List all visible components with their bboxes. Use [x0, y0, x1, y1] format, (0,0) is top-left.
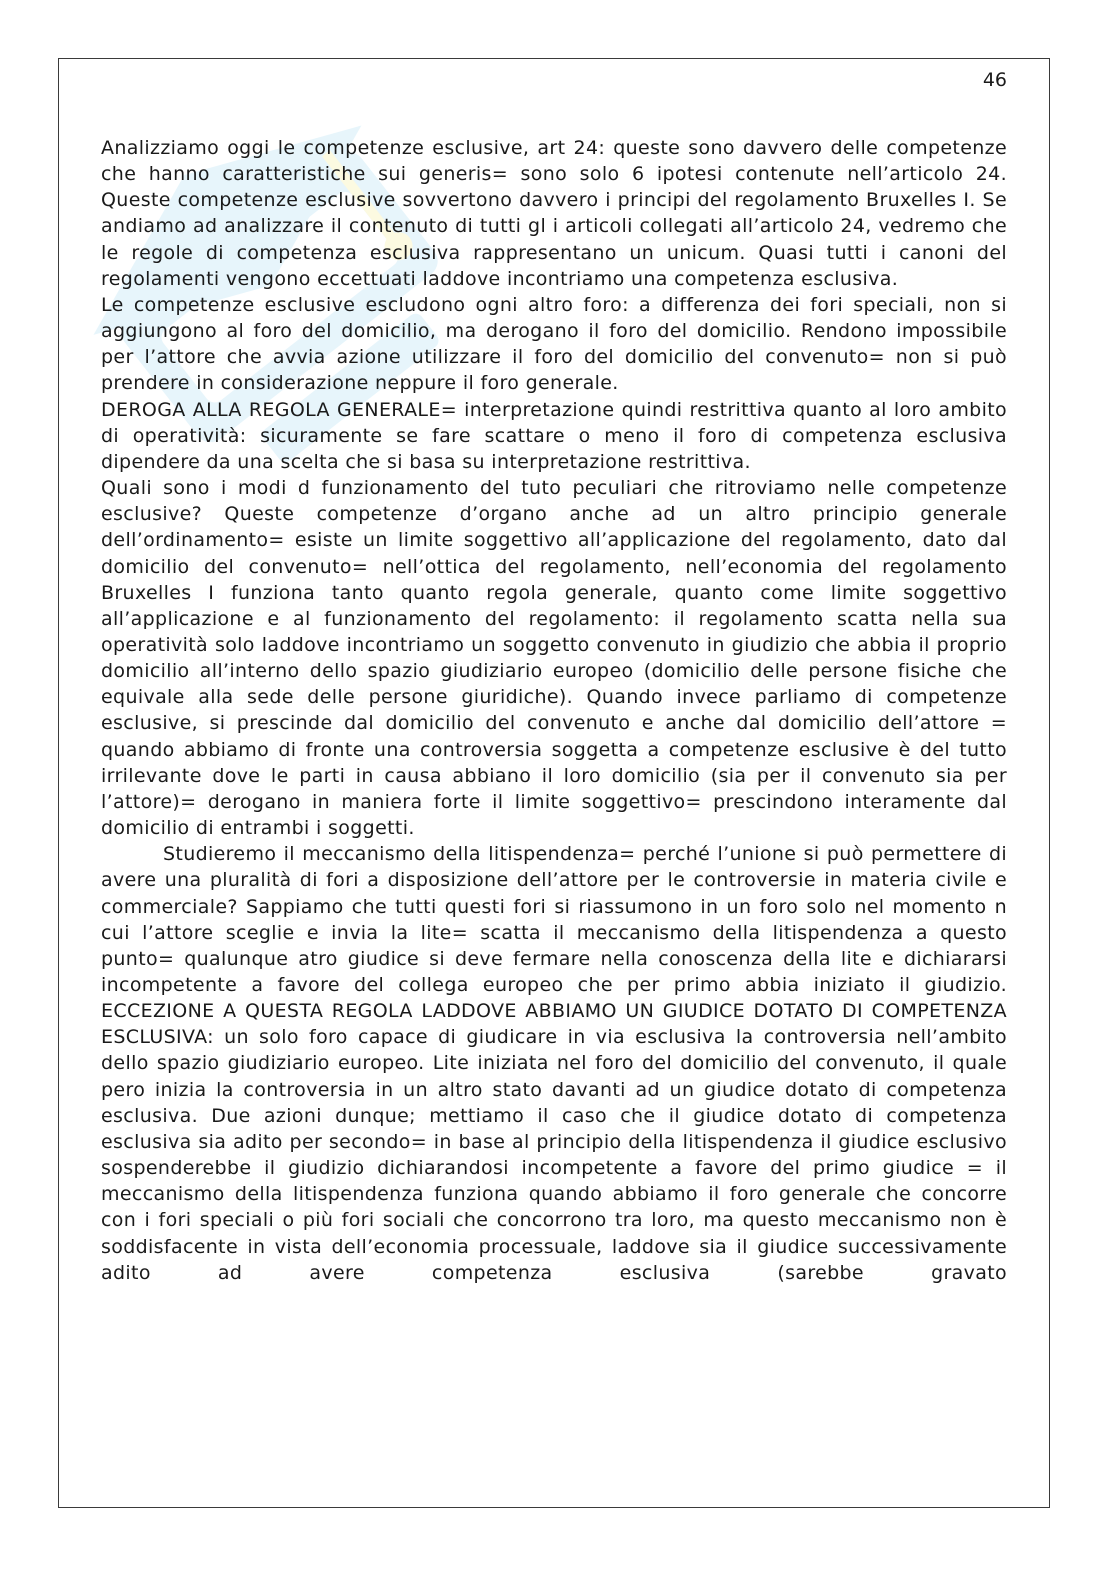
paragraph: Analizziamo oggi le competenze esclusive, art 24: queste sono davvero delle competenze che hanno caratteristiche sui generis= sono solo 6 ipotesi contenute nell’articolo 24. Queste competenze esclusive sovvertono davvero i principi del regolamento Bruxelles I. Se andiamo ad analizzare il contenuto di tutti gl i articoli collegati all’articolo 24, vedremo che le regole di competenza esclusiva rappresentano un unicum. Quasi tutti i canoni del regolamenti vengono eccettuati laddove incontriamo una competenza esclusiva.	[101, 137, 1007, 290]
paragraph: Le competenze esclusive escludono ogni altro foro: a differenza dei fori speciali, non si aggiungono al foro del domicilio, ma derogano il foro del domicilio. Rendono impossibile per l’attore che avvia azione utilizzare il foro del domicilio del convenuto= non si può prendere in considerazione neppure il foro generale.	[101, 293, 1007, 395]
paragraph: DEROGA ALLA REGOLA GENERALE= interpretazione quindi restrittiva quanto al loro ambito di operatività: sicuramente se fare scattare o meno il foro di competenza esclusiva dipendere da una scelta che si basa su interpretazione restrittiva.	[101, 398, 1007, 473]
page-frame	[58, 58, 1050, 1508]
paragraph: Quali sono i modi d funzionamento del tuto peculiari che ritroviamo nelle competenze esclusive? Queste competenze d’organo anche ad un altro principio generale dell’ordinamento= esiste un limite soggettivo all’applicazione del regolamento, dato dal domicilio del convenuto= nell’ottica del regolamento, nell’economia del regolamento Bruxelles I funziona tanto quanto regola generale, quanto come limite soggettivo all’applicazione e al funzionamento del regolamento: il regolamento scatta nella sua operatività solo laddove incontriamo un soggetto convenuto in giudizio che abbia il proprio domicilio all’interno dello spazio giudiziario europeo (domicilio delle persone fisiche che equivale alla sede delle persone giuridiche). Quando invece parliamo di competenze esclusive, si prescinde dal domicilio del convenuto e anche dal domicilio dell’attore = quando abbiamo di fronte una controversia soggetta a competenze esclusive è del tutto irrilevante dove le parti in causa abbiano il loro domicilio (sia per il convenuto sia per l’attore)= derogano in maniera forte il limite soggettivo= prescindono interamente dal domicilio di entrambi i soggetti.	[101, 477, 1007, 840]
document-body	[101, 135, 1007, 1286]
page-number: 46	[982, 69, 1007, 91]
paragraph: Studieremo il meccanismo della litispendenza= perché l’unione si può permettere di avere una pluralità di fori a disposizione dell’attore per le controversie in materia civile e commerciale? Sappiamo che tutti questi fori si riassumono in un foro solo nel momento n cui l’attore sceglie e invia la lite= scatta il meccanismo della litispendenza a questo punto= qualunque atro giudice si deve fermare nella conoscenza della lite e dichiararsi incompetente a favore del collega europeo che per primo abbia iniziato il giudizio. ECCEZIONE A QUESTA REGOLA LADDOVE ABBIAMO UN GIUDICE DOTATO DI COMPETENZA ESCLUSIVA: un solo foro capace di giudicare in via esclusiva la controversia nell’ambito dello spazio giudiziario europeo. Lite iniziata nel foro del domicilio del convenuto, il quale pero inizia la controversia in un altro stato davanti ad un giudice dotato di competenza esclusiva. Due azioni dunque; mettiamo il caso che il giudice dotato di competenza esclusiva sia adito per secondo= in base al principio della litispendenza il giudice esclusivo sospenderebbe il giudizio dichiarandosi incompetente a favore del primo giudice = il meccanismo della litispendenza funziona quando abbiamo il foro generale che concorre con i fori speciali o più fori sociali che concorrono tra loro, ma questo meccanismo non è soddisfacente in vista dell’economia processuale, laddove sia il giudice successivamente adito ad avere competenza esclusiva (sarebbe gravato	[101, 843, 1007, 1284]
